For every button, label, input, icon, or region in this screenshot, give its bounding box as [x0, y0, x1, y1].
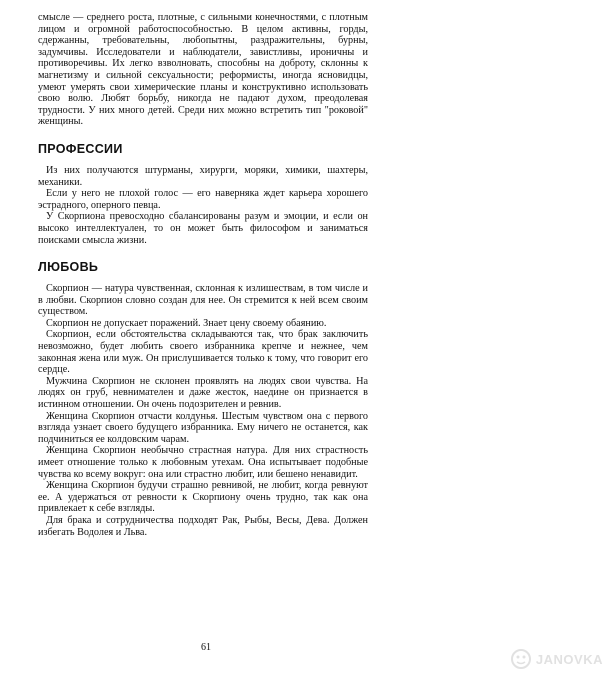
mask-icon [510, 648, 532, 670]
paragraph: Скорпион — натура чувственная, склонная к излишествам, в том числе и в любви. Скорпион словно создан для нее. Он стремится к ней всем своим существом. [38, 283, 368, 318]
paragraph: Из них получаются штурманы, хирурги, моряки, химики, шахтеры, механики. [38, 164, 368, 188]
paragraph: Скорпион не допускает поражений. Знает цену своему обаянию. [46, 317, 327, 329]
paragraph: Женщина Скорпион будучи страшно ревнивой, не любит, когда ревнуют ее. А удержаться от ревности к Скорпиону очень трудно, так как она привлекает к себе взгляды. [38, 480, 368, 515]
intro-paragraph: смысле — среднего роста, плотные, с сильными конечностями, с плотным лицом и огромной работоспособностью. В целом активны, горды, сдержанны, требовательны, любопытны, раздражительны, бурны, задумчивы. Исследователи и наблюдатели, завистливы, ироничны и противоречивы. Их легко взволновать, способны на доброту, склонны к магнетизму и сильной сексуальности; реформисты, иногда ясновидцы, умеют умерять свои химерические планы и конструктивно использовать свою волю. Любят борьбу, никогда не падают духом, преодолевая трудности. У них много детей. Среди них можно встретить тип "роковой" женщины. [38, 12, 368, 128]
page-number: 61 [201, 642, 211, 653]
paragraph: Женщина Скорпион отчасти колдунья. Шестым чувством она с первого взгляда узнает своего будущего избранника. Ему ничего не останется, как подчиниться ее колдовским чарам. [38, 410, 368, 445]
watermark [510, 648, 603, 670]
paragraph: Мужчина Скорпион не склонен проявлять на людях свои чувства. На людях он груб, невнимателен и даже жесток, наедине он признается в истинном отношении. Он очень подозрителен и ревнив. [38, 375, 368, 411]
paragraph: Для брака и сотрудничества подходят Рак, Рыбы, Весы, Дева. Должен избегать Водолея и Льва. [38, 514, 368, 538]
paragraph: Женщина Скорпион необычно страстная натура. Для них страстность имеет отношение только к любовным утехам. Она испытывает подобные чувства ко всему вокруг: она или страстно любит, или бешено ненавидит. [38, 445, 368, 480]
paragraph: У Скорпиона превосходно сбалансированы разум и эмоции, и если он высоко интеллектуален, то он может быть философом и заниматься поисками смысла жизни. [38, 211, 368, 246]
section-heading-love: ЛЮБОВЬ [38, 260, 99, 275]
section-heading-professions: ПРОФЕССИИ [38, 141, 123, 156]
paragraph: Если у него не плохой голос — его наверняка ждет карьера хорошего эстрадного, оперного певца. [38, 188, 368, 211]
watermark-text: JANOVKA [535, 651, 603, 667]
text-column [38, 12, 368, 538]
paragraph: Скорпион, если обстоятельства складываются так, что брак заключить невозможно, будет любить своего избранника крепче и нежнее, чем законная жена или муж. Он прислушивается только к тому, что говорит его сердце. [38, 329, 368, 376]
